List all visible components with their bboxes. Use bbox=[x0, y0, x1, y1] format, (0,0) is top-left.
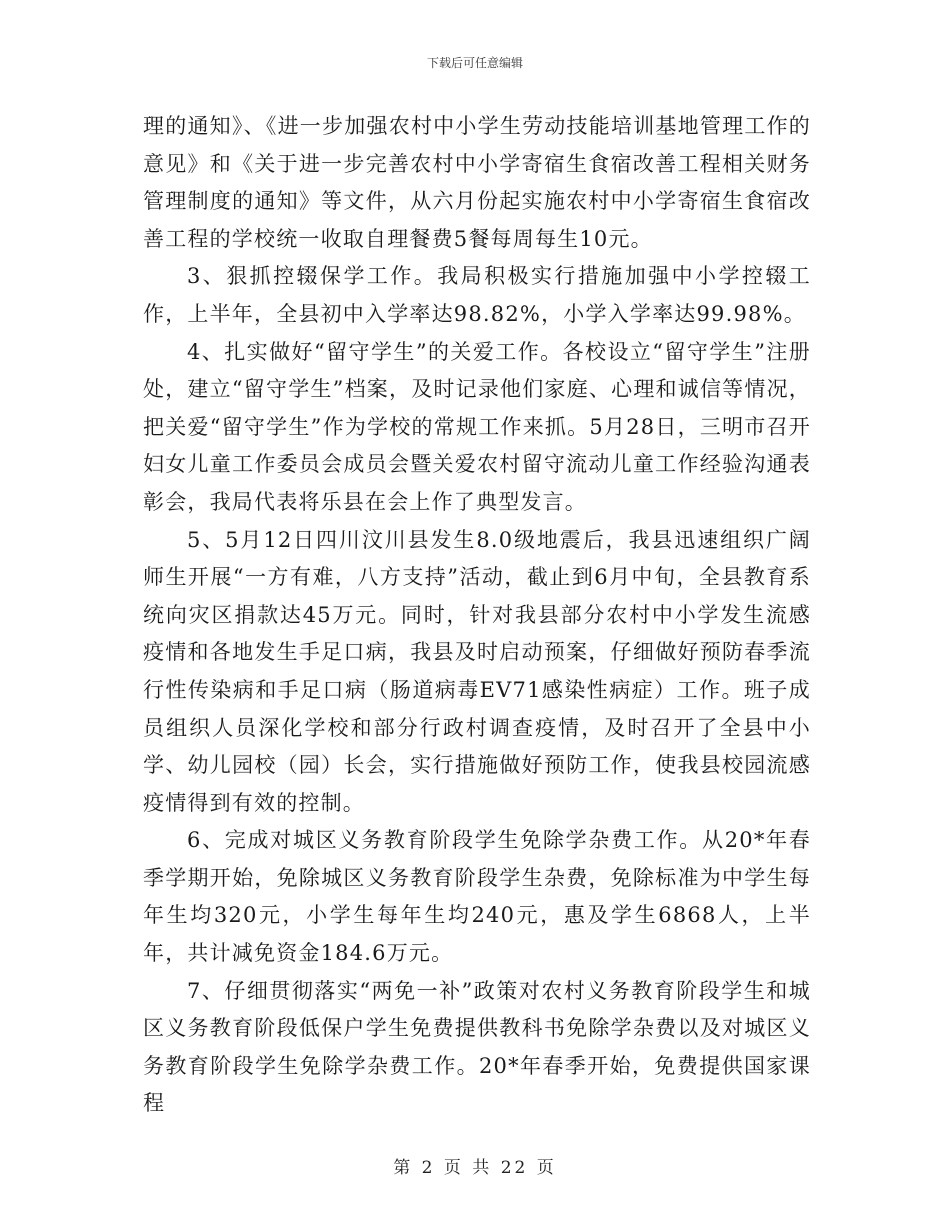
paragraph-continuation: 理的通知》、《进一步加强农村中小学生劳动技能培训基地管理工作的意见》和《关于进一步完善农村中小学寄宿生食宿改善工程相关财务管理制度的通知》等文件，从六月份起实施农村中小学寄宿生食宿改善工程的学校统一收取自理餐费5餐每周每生10元。 bbox=[143, 114, 811, 251]
page-number-footer: 第 2 页 共 22 页 bbox=[393, 1158, 557, 1178]
document-body bbox=[143, 108, 811, 1123]
page-header: 下载后可任意编辑 bbox=[426, 56, 523, 70]
paragraph-item-4: 4、扎实做好“留守学生”的关爱工作。各校设立“留守学生”注册处，建立“留守学生”档案，及时记录他们家庭、心理和诚信等情况，把关爱“留守学生”作为学校的常规工作来抓。5月28日，三明市召开妇女儿童工作委员会成员会暨关爱农村留守流动儿童工作经验沟通表彰会，我局代表将乐县在会上作了典型发言。 bbox=[143, 339, 811, 514]
paragraph-item-7: 7、仔细贯彻落实“两免一补”政策对农村义务教育阶段学生和城区义务教育阶段低保户学生免费提供教科书免除学杂费以及对城区义务教育阶段学生免除学杂费工作。20*年春季开始，免费提供国家课程 bbox=[143, 978, 811, 1116]
paragraph-item-3: 3、狠抓控辍保学工作。我局积极实行措施加强中小学控辍工作，上半年，全县初中入学率达98.82%，小学入学率达99.98%。 bbox=[143, 264, 811, 326]
paragraph-item-5: 5、5月12日四川汶川县发生8.0级地震后，我县迅速组织广阔师生开展“一方有难，八方支持”活动，截止到6月中旬，全县教育系统向灾区捐款达45万元。同时，针对我县部分农村中小学发生流感疫情和各地发生手足口病，我县及时启动预案，仔细做好预防春季流行性传染病和手足口病（肠道病毒EV71感染性病症）工作。班子成员组织人员深化学校和部分行政村调查疫情，及时召开了全县中小学、幼儿园校（园）长会，实行措施做好预防工作，使我县校园流感疫情得到有效的控制。 bbox=[143, 527, 811, 815]
paragraph-item-6: 6、完成对城区义务教育阶段学生免除学杂费工作。从20*年春季学期开始，免除城区义务教育阶段学生杂费，免除标准为中学生每年生均320元，小学生每年生均240元，惠及学生6868人，上半年，共计减免资金184.6万元。 bbox=[143, 828, 811, 966]
